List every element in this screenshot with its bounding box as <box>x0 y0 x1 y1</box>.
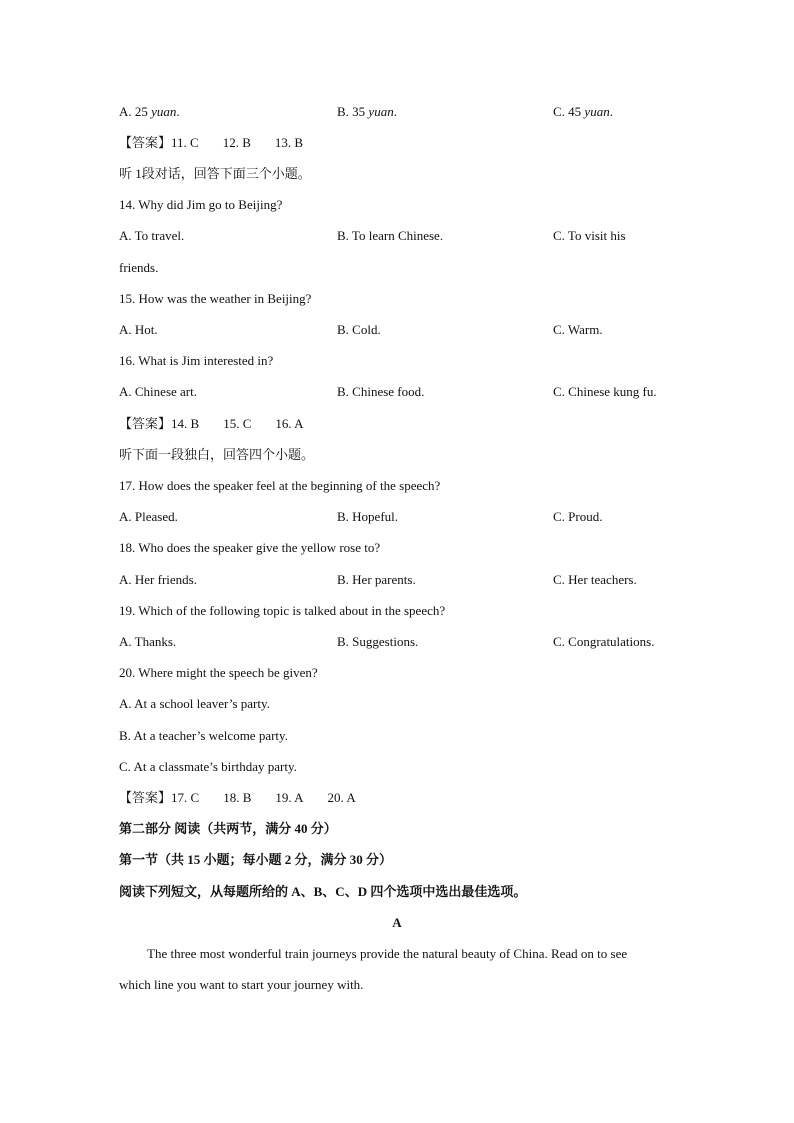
option-text: B. 35 <box>337 104 369 119</box>
option-c-q15: C. Warm. <box>553 322 603 337</box>
option-b-q20: B. At a teacher’s welcome party. <box>119 728 288 743</box>
option-b-q19: B. Suggestions. <box>337 634 419 649</box>
option-a-q13 <box>119 104 180 120</box>
option-c-q17: C. Proud. <box>553 509 603 524</box>
part-2-title: 第二部分 阅读（共两节，满分 40 分） <box>119 821 337 836</box>
option-unit: yuan <box>151 104 177 119</box>
question-14-stem: 14. Why did Jim go to Beijing? <box>119 197 283 212</box>
option-a-q15: A. Hot. <box>119 322 158 337</box>
option-text: A. 25 <box>119 104 152 119</box>
question-16-stem: 16. What is Jim interested in? <box>119 353 274 368</box>
answer-item: 15. C <box>223 416 252 431</box>
section-instruction-monologue: 听下面一段独白，回答四个小题。 <box>119 447 315 462</box>
option-a-q20: A. At a school leaver’s party. <box>119 696 270 711</box>
option-b-q15: B. Cold. <box>337 322 381 337</box>
option-b-q16: B. Chinese food. <box>337 384 425 399</box>
answer-item: 11. C <box>171 135 199 150</box>
option-c-q14-continued: friends. <box>119 260 159 275</box>
answer-item: 20. A <box>327 790 356 805</box>
question-17-stem: 17. How does the speaker feel at the beginning of the speech? <box>119 478 441 493</box>
option-a-q16: A. Chinese art. <box>119 384 197 399</box>
option-a-q19: A. Thanks. <box>119 634 177 649</box>
option-a-q17: A. Pleased. <box>119 509 178 524</box>
option-unit: yuan <box>368 104 394 119</box>
option-c-q18: C. Her teachers. <box>553 572 637 587</box>
passage-letter: A <box>392 915 402 930</box>
option-b-q17: B. Hopeful. <box>337 509 399 524</box>
question-18-stem: 18. Who does the speaker give the yellow rose to? <box>119 540 381 555</box>
answer-item: 13. B <box>274 135 304 150</box>
option-b-q13 <box>337 104 397 120</box>
option-punct: . <box>176 104 180 119</box>
option-punct: . <box>393 104 397 119</box>
option-punct: . <box>609 104 613 119</box>
answer-label: 【答案】 <box>119 135 172 150</box>
section-1-title: 第一节（共 15 小题；每小题 2 分，满分 30 分） <box>119 852 393 867</box>
passage-line-1: The three most wonderful train journeys provide the natural beauty of China. Read on to see <box>147 946 628 961</box>
answer-item: 17. C <box>171 790 200 805</box>
question-15-stem: 15. How was the weather in Beijing? <box>119 291 312 306</box>
answer-item: 18. B <box>223 790 252 805</box>
option-c-q19: C. Congratulations. <box>553 634 655 649</box>
answer-line-3 <box>119 790 356 806</box>
answer-item: 12. B <box>222 135 251 150</box>
option-c-q16: C. Chinese kung fu. <box>553 384 657 399</box>
answer-label: 【答案】 <box>119 790 172 805</box>
question-20-stem: 20. Where might the speech be given? <box>119 665 318 680</box>
reading-instruction: 阅读下列短文，从每题所给的 A、B、C、D 四个选项中选出最佳选项。 <box>119 884 527 899</box>
answer-line-2 <box>119 416 304 432</box>
option-b-q18: B. Her parents. <box>337 572 416 587</box>
option-unit: yuan <box>584 104 610 119</box>
option-text: C. 45 <box>553 104 585 119</box>
option-c-q13 <box>553 104 613 120</box>
option-c-q20: C. At a classmate’s birthday party. <box>119 759 297 774</box>
answer-label: 【答案】 <box>119 416 172 431</box>
option-b-q14: B. To learn Chinese. <box>337 228 444 243</box>
option-a-q14: A. To travel. <box>119 228 185 243</box>
section-instruction-dialog: 听 1段对话，回答下面三个小题。 <box>119 166 311 181</box>
answer-item: 14. B <box>171 416 200 431</box>
answer-line-1 <box>119 135 303 151</box>
answer-item: 19. A <box>275 790 304 805</box>
answer-item: 16. A <box>275 416 304 431</box>
option-a-q18: A. Her friends. <box>119 572 197 587</box>
question-19-stem: 19. Which of the following topic is talked about in the speech? <box>119 603 446 618</box>
option-c-q14: C. To visit his <box>553 228 626 243</box>
passage-line-2: which line you want to start your journey with. <box>119 977 364 992</box>
